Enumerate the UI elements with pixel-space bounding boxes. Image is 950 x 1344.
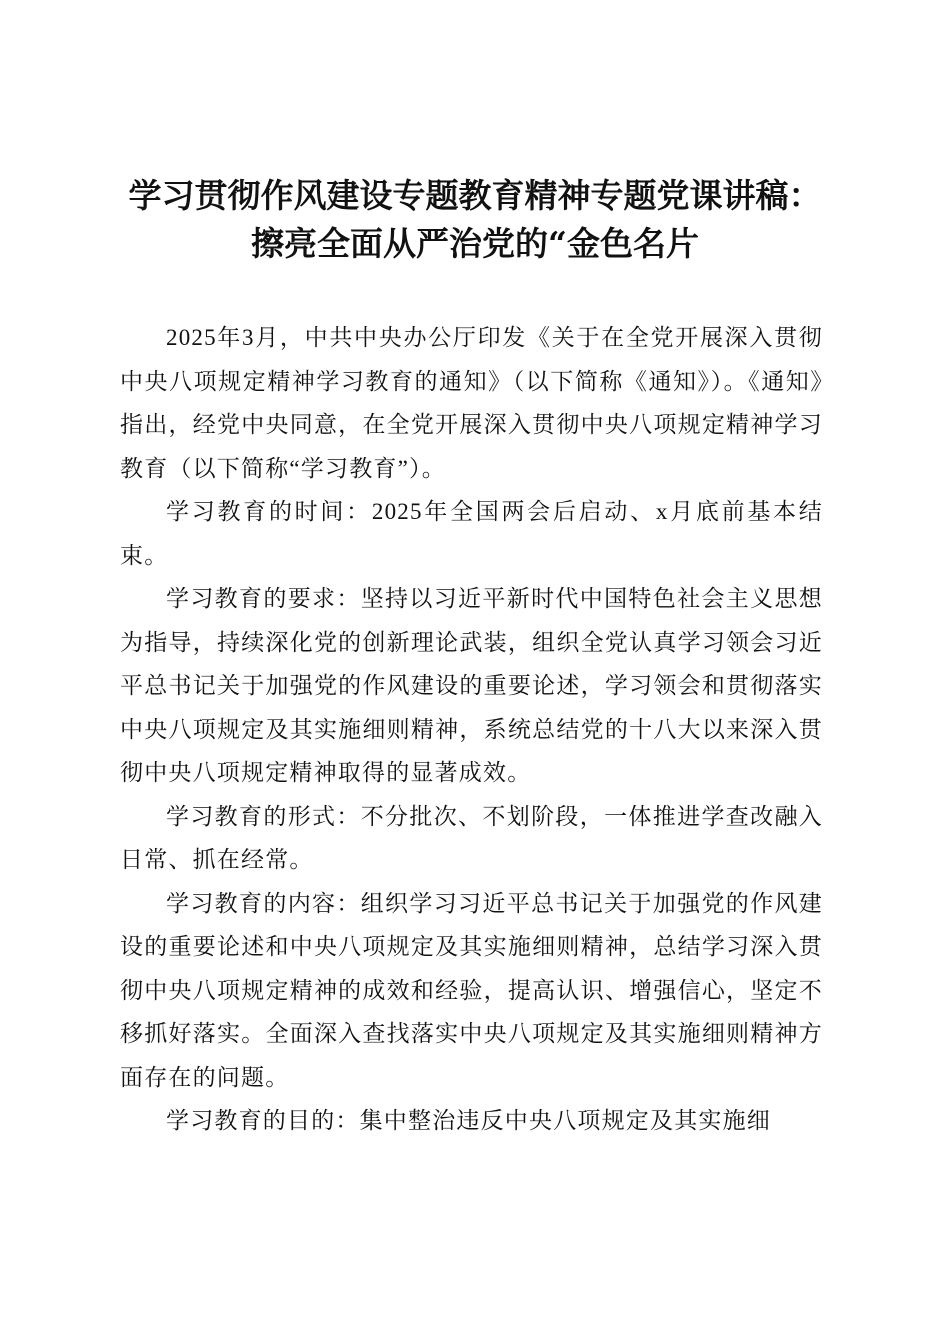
title-line-1: 学习贯彻作风建设专题教育精神专题党课讲稿： <box>128 176 822 215</box>
paragraph-time: 学习教育的时间：2025年全国两会后启动、x月底前基本结束。 <box>120 499 823 568</box>
title-line-2: 擦亮全面从严治党的“金色名片 <box>251 224 699 263</box>
paragraph-form: 学习教育的形式：不分批次、不划阶段，一体推进学查改融入日常、抓在经常。 <box>120 803 823 872</box>
document-title <box>100 172 850 268</box>
paragraph-requirements: 学习教育的要求：坚持以习近平新时代中国特色社会主义思想为指导，持续深化党的创新理论武装，组织全党认真学习领会习近平总书记关于加强党的作风建设的重要论述，学习领会和贯彻落实中央八项规定及其实施细则精神，系统总结党的十八大以来深入贯彻中央八项规定精神取得的显著成效。 <box>120 586 823 785</box>
document-body <box>120 316 823 1143</box>
paragraph-notice: 2025年3月，中共中央办公厅印发《关于在全党开展深入贯彻中央八项规定精神学习教育的通知》（以下简称《通知》）。《通知》指出，经党中央同意，在全党开展深入贯彻中央八项规定精神学习教育（以下简称“学习教育”）。 <box>120 325 823 481</box>
paragraph-content: 学习教育的内容：组织学习习近平总书记关于加强党的作风建设的重要论述和中央八项规定及其实施细则精神，总结学习深入贯彻中央八项规定精神的成效和经验，提高认识、增强信心，坚定不移抓好落实。全面深入查找落实中央八项规定及其实施细则精神方面存在的问题。 <box>120 890 823 1090</box>
paragraph-purpose: 学习教育的目的：集中整治违反中央八项规定及其实施细 <box>166 1108 771 1133</box>
